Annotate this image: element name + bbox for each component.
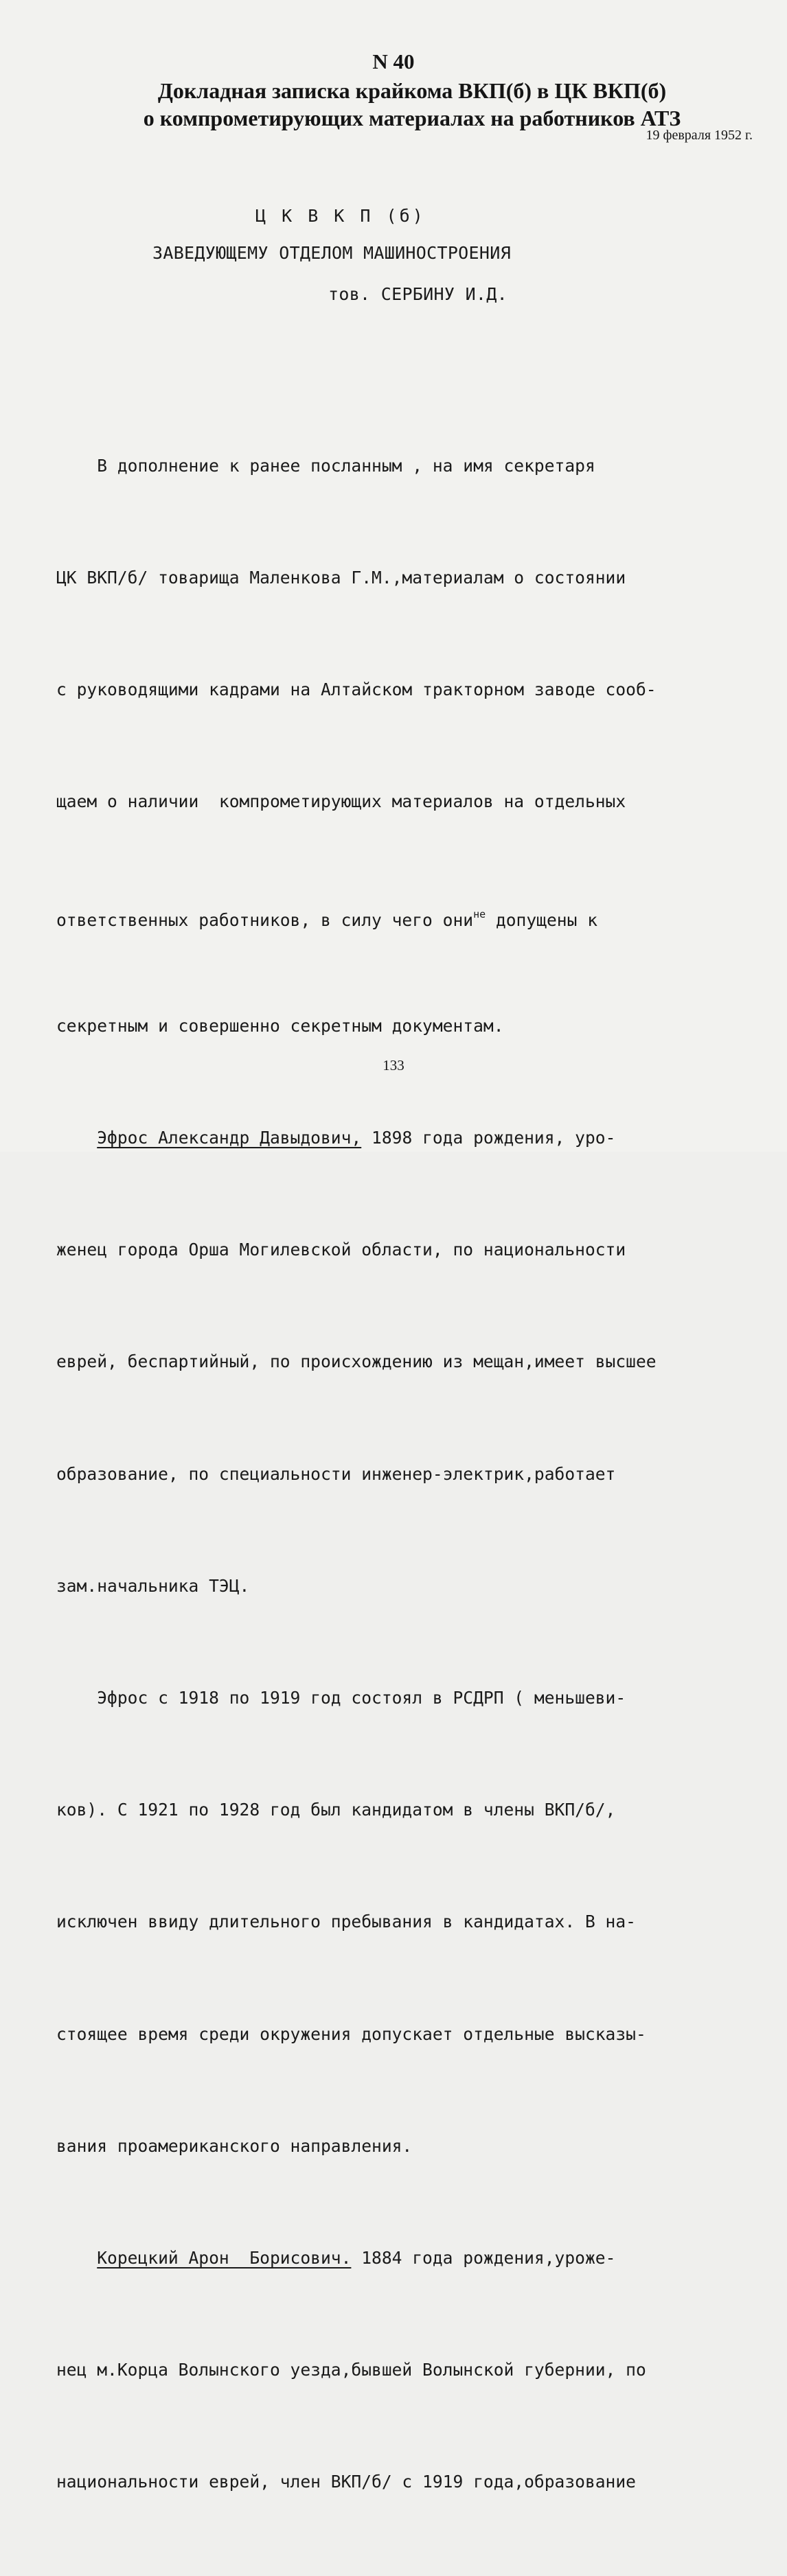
body-line: зам.начальника ТЭЦ. [56,1575,250,1596]
body-line: национальности еврей, член ВКП/б/ с 1919 года,образование [56,2472,636,2492]
body-line [56,2240,657,2277]
addressee-name: тов. СЕРБИНУ И.Д. [328,284,507,304]
body-line: исключен ввиду длительного пребывания в кандидатах. В на- [56,1912,636,1932]
title-line-1: Докладная записка крайкома ВКП(б) в ЦК ВКП(б) [157,78,667,103]
body-line: вания проамериканского направления. [56,2135,413,2156]
addressee-department: ЗАВЕДУЮЩЕМУ ОТДЕЛОМ МАШИНОСТРОЕНИЯ [152,243,511,263]
body-line-part: допущены к [486,909,598,930]
body-line: В дополнение к ранее посланным , на имя секретаря [56,455,595,476]
body-line-part: ответственных работников, в силу чего они [56,909,474,930]
body-line: с руководящими кадрами на Алтайском тракторном заводе сооб- [56,680,657,700]
person-name-koretsky: Корецкий Арон Борисович. [97,2248,352,2268]
body-line: еврей, беспартийный, по происхождению из мещан,имеет высшее [56,1351,657,1372]
body-line: женец города Орша Могилевской области, по национальности [56,1240,626,1260]
body-line: стоящее время среди окружения допускает отдельные высказы- [56,2023,646,2044]
body-line: щаем о наличии компрометирующих материалов на отдельных [56,791,626,812]
body-line: ЦК ВКП/б/ товарища Маленкова Г.М.,материалам о состоянии [56,568,626,588]
body-line-part: 1898 года рождения, уро- [361,1128,616,1148]
body-line [56,896,657,933]
body-line-part: 1884 года рождения,уроже- [351,2248,616,2268]
document-date: 19 февраля 1952 г. [646,128,753,143]
body-line: образование, по специальности инженер-электрик,работает [56,1463,616,1484]
document-title [82,77,742,132]
body-line [56,1119,657,1157]
handwritten-insertion: не [473,907,486,920]
body-line: нец м.Корца Волынского уезда,бывшей Волынской губернии, по [56,2360,646,2380]
document-body [56,373,657,2576]
body-line: Эфрос с 1918 по 1919 год состоял в РСДРП ( меньшеви- [56,1688,626,1708]
body-line: секретным и совершенно секретным документам. [56,1015,504,1036]
addressee-org: Ц К В К П (б) [255,206,426,226]
document-number: N 40 [372,49,415,73]
page-number: 133 [383,1057,404,1074]
body-line: ков). С 1921 по 1928 год был кандидатом в члены ВКП/б/, [56,1800,616,1820]
title-line-2: о компрометирующих материалах на работников АТЗ [143,106,681,130]
person-name-efros: Эфрос Александр Давыдович, [97,1128,362,1148]
